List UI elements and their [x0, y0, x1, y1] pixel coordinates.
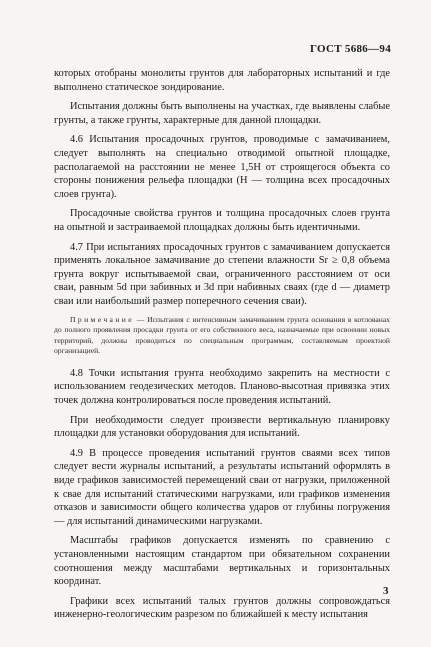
paragraph-4-7: 4.7 При испытаниях просадочных грунтов с замачиванием допускается применять локальное замачивание до степени влажности Sr ≥ 0,8 объема грунта вокруг испытываемой сваи, ограниченного расстоянием от оси сваи, равным 5d при забивных и 3d при набивных сваях (где d — диаметр сваи или наибольший размер поперечного сечения сваи). — [54, 241, 390, 307]
page-number: 3 — [383, 585, 389, 597]
page-header: ГОСТ 5686—94 — [309, 43, 391, 55]
paragraph: Графики всех испытаний талых грунтов должны сопровождаться инженерно-геологическим разрезом по ближайшей к месту испытания — [54, 595, 390, 621]
paragraph-4-6: 4.6 Испытания просадочных грунтов, проводимые с замачиванием, следует выполнять на специально отводимой опытной площадке, располагаемой на расстоянии не менее 1,5H от строящегося объекта со стороны понижения рельефа площадки (H — толщина всех просадочных слоев грунта). — [54, 134, 390, 200]
paragraph: Испытания должны быть выполнены на участках, где выявлены слабые грунты, а также грунты, характерные для данной площадки. — [54, 101, 390, 126]
paragraph: Масштабы графиков допускается изменять по сравнению с установленными настоящим стандартом при обязательном сохранении соотношения между масштабами вертикальных и горизонтальных координат. — [54, 535, 390, 588]
note-label: Примечание — [70, 314, 135, 324]
paragraph-4-9: 4.9 В процессе проведения испытаний грунтов сваями всех типов следует вести журналы испытаний, а результаты испытаний оформлять в виде графиков зависимостей перемещений сваи от нагрузки, приложенной к свае для испытаний статическими нагрузками, или графиков изменения отказов и зависимости общего количества ударов от глубины погружения — для испытаний динамическими нагрузками. — [54, 447, 390, 527]
paragraph: которых отобраны монолиты грунтов для лабораторных испытаний и где выполнено статическое зондирование. — [54, 68, 390, 93]
note — [54, 315, 390, 357]
paragraph: Просадочные свойства грунтов и толщина просадочных слоев грунта на опытной и застраиваемой площадках должны быть идентичными. — [54, 208, 390, 233]
document-body — [54, 67, 390, 628]
paragraph-4-8: 4.8 Точки испытания грунта необходимо закрепить на местности с использованием геодезических методов. Планово-высотная привязка этих точек должна контролироваться после проведения испытаний. — [54, 367, 390, 407]
note-text: — Испытания с интенсивным замачиванием грунта основания в котлованах до полного проявления просадки грунта от его собственного веса, назначаемые при освоении новых территорий, должны проводиться по специальным программам, составляемым проектной организацией. — [54, 314, 390, 356]
paragraph: При необходимости следует произвести вертикальную планировку площадки для установки оборудования для испытаний. — [54, 414, 390, 440]
